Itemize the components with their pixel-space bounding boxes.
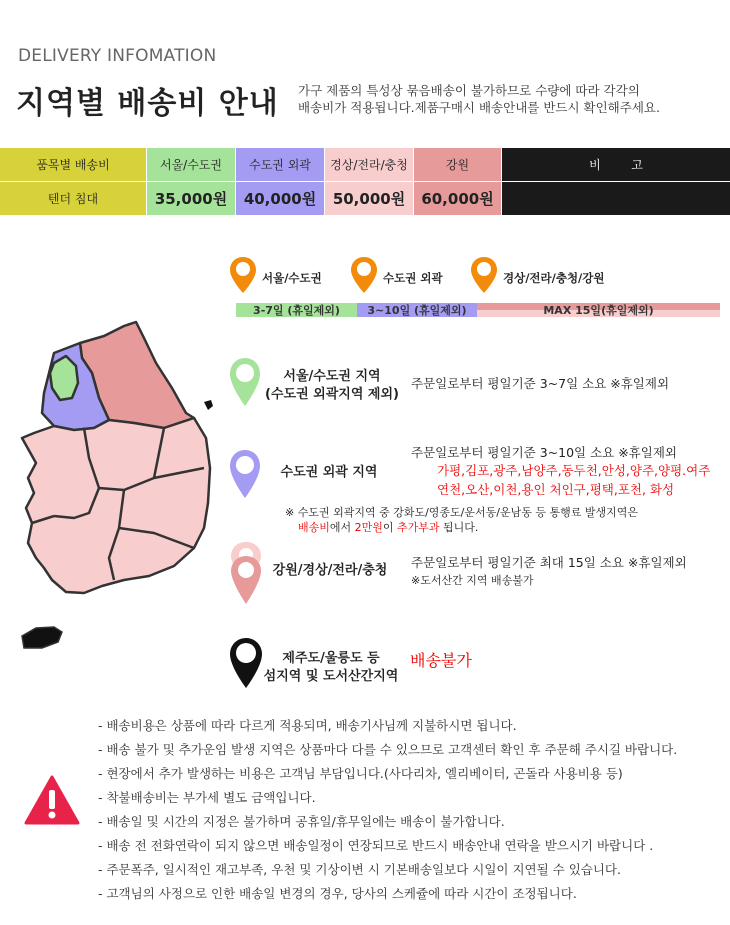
- timeline-bar-seoul: 3-7일 (휴일제외): [236, 293, 357, 317]
- note-item: - 배송비용은 상품에 따라 다르게 적용되며, 배송기사님께 지불하시면 됩니다.: [98, 718, 517, 733]
- note-item: - 착불배송비는 부가세 별도 금액입니다.: [98, 790, 316, 805]
- pink-pin-icon: [228, 540, 264, 606]
- table-cell-gangwon-fee: 60,000원: [414, 182, 501, 215]
- outer-areas-line: 연천,오산,이천,용인 처인구,평택,포천, 화성: [437, 482, 675, 497]
- green-pin-icon: [228, 356, 262, 408]
- section-subtitle: DELIVERY INFOMATION: [18, 46, 217, 66]
- warning-icon: [24, 774, 80, 826]
- table-header-seoul: 서울/수도권: [147, 148, 235, 181]
- region-text-southern: 주문일로부터 평일기준 최대 15일 소요 ※휴일제외: [411, 555, 687, 570]
- table-cell-seoul-fee: 35,000원: [147, 182, 235, 215]
- timeline-label-outer: 수도권 외곽: [383, 271, 443, 285]
- note-item: - 현장에서 추가 발생하는 비용은 고객님 부담입니다.(사다리차, 엘리베이터, 곤돌라 사용비용 등): [98, 766, 623, 781]
- toll-area-note: ※ 수도권 외곽지역 중 강화도/영종도/운서동/운남동 등 통행료 발생지역은: [285, 506, 638, 519]
- timeline-bar-southern: MAX 15일(휴일제외): [477, 293, 720, 317]
- header-description: [298, 82, 728, 116]
- description-line: 배송비가 적용됩니다.제품구매시 배송안내를 반드시 확인해주세요.: [298, 100, 660, 115]
- location-pin-icon: [349, 255, 379, 295]
- region-text-seoul: 주문일로부터 평일기준 3~7일 소요 ※휴일제외: [411, 376, 670, 391]
- delivery-notes: [98, 714, 677, 906]
- map-ulleungdo: [204, 400, 213, 410]
- timeline-label-seoul: 서울/수도권: [262, 271, 322, 285]
- timeline-bar-outer: 3~10일 (휴일제외): [357, 293, 477, 317]
- note-item: - 배송 불가 및 추가운임 발생 지역은 상품마다 다를 수 있으므로 고객센터 확인 후 주문해 주시길 바랍니다.: [98, 742, 678, 757]
- outer-areas-line: 가평,김포,광주,남양주,동두천,안성,양주,양평.여주: [437, 463, 711, 478]
- table-header-gangwon: 강원: [414, 148, 501, 181]
- shipping-fee-table: [0, 148, 730, 215]
- map-region-seoul: [50, 356, 78, 400]
- table-cell-southern-fee: 50,000원: [325, 182, 413, 215]
- timeline-label-southern: 경상/전라/충청/강원: [503, 271, 605, 285]
- purple-pin-icon: [228, 448, 262, 500]
- region-sub-southern: ※도서산간 지역 배송불가: [411, 574, 534, 587]
- note-item: - 고객님의 사정으로 인한 배송일 변경의 경우, 당사의 스케쥴에 따라 시간이 조정됩니다.: [98, 886, 577, 901]
- table-header-outer: 수도권 외곽: [236, 148, 324, 181]
- description-line: 가구 제품의 특성상 묶음배송이 불가하므로 수량에 따라 각각의: [298, 83, 640, 98]
- note-item: - 배송 전 전화연락이 되지 않으면 배송일정이 연장되므로 반드시 배송안내 연락을 받으시기 바랍니다 .: [98, 838, 654, 853]
- location-pin-icon: [469, 255, 499, 295]
- table-header-remarks: 비 고: [502, 148, 730, 181]
- region-text-outer: 주문일로부터 평일기준 3~10일 소요 ※휴일제외: [411, 445, 677, 460]
- region-title-islands: 제주도/울릉도 등 섬지역 및 도서산간지역: [263, 651, 399, 684]
- korea-map: [14, 318, 224, 658]
- islands-unavailable-text: 배송불가: [410, 651, 472, 670]
- table-cell-outer-fee: 40,000원: [236, 182, 324, 215]
- table-cell-product: 텐더 침대: [0, 182, 146, 215]
- table-header-item: 품목별 배송비: [0, 148, 146, 181]
- region-title-seoul: 서울/수도권 지역 (수도권 외곽지역 제외): [265, 369, 399, 402]
- map-region-south: [22, 418, 210, 593]
- note-item: - 주문폭주, 일시적인 재고부족, 우천 및 기상이변 시 기본배송일보다 시일이 지연될 수 있습니다.: [98, 862, 621, 877]
- note-item: - 배송일 및 시간의 지정은 불가하며 공휴일/휴무일에는 배송이 불가합니다.: [98, 814, 505, 829]
- map-jejudo: [22, 627, 62, 648]
- page-title: 지역별 배송비 안내: [16, 86, 279, 121]
- region-title-outer: 수도권 외곽 지역: [280, 465, 378, 480]
- table-header-southern: 경상/전라/충청: [325, 148, 413, 181]
- delivery-timeline: [236, 293, 720, 317]
- table-cell-remarks: [502, 182, 730, 215]
- toll-area-note-2: 배송비에서 2만원이 추가부과 됩니다.: [298, 521, 479, 534]
- region-title-southern: 강원/경상/전라/충청: [272, 563, 388, 578]
- location-pin-icon: [228, 255, 258, 295]
